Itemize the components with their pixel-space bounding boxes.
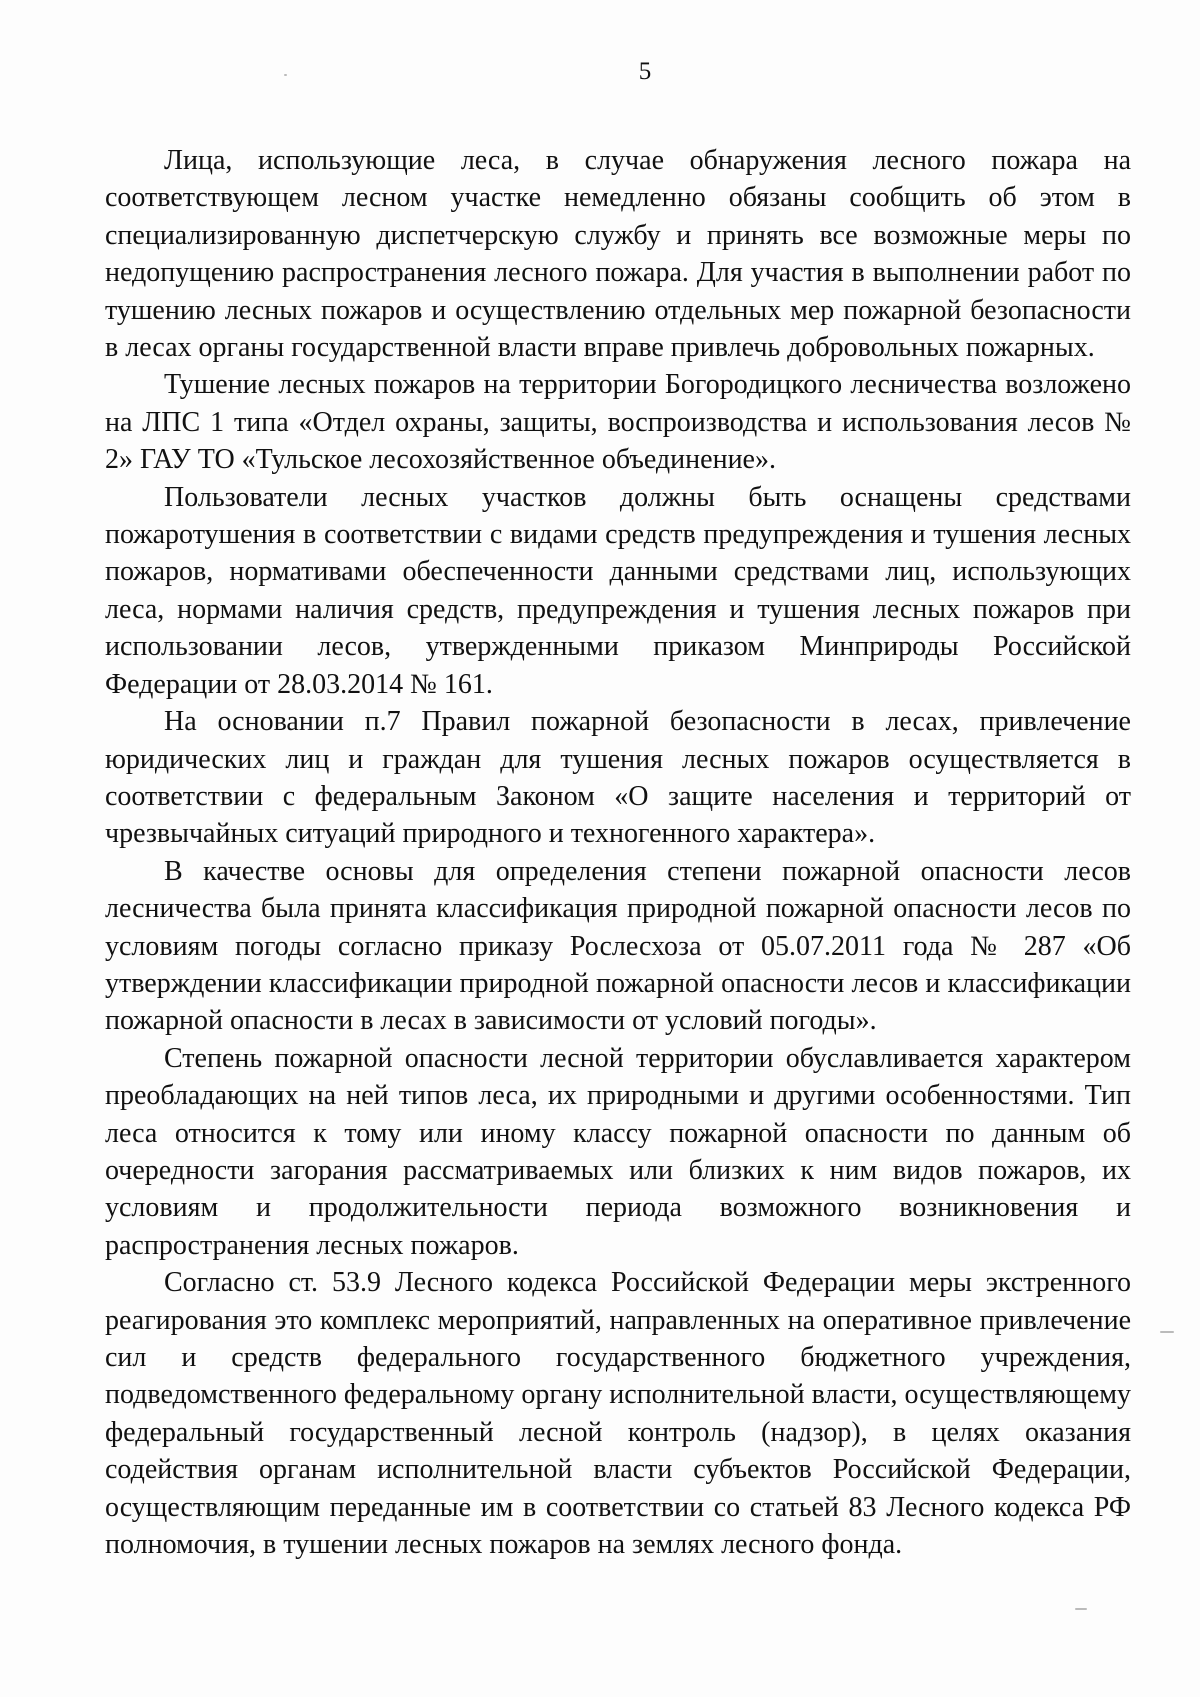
paragraph-legal-basis: На основании п.7 Правил пожарной безопасности в лесах, привлечение юридических лиц и граждан для тушения лесных пожаров осуществляется в соответствии с федеральным Законом «О защите населения и территорий от чрезвычайных ситуаций природного и техногенного характера».: [105, 706, 1131, 850]
page-number: 5: [638, 58, 652, 85]
scan-speck: [1160, 1331, 1174, 1333]
paragraph-emergency-response: Согласно ст. 53.9 Лесного кодекса Российской Федерации меры экстренного реагирования это комплекс мероприятий, направленных на оперативное привлечение сил и средств федерального государственного бюджетного учреждения, подведомственного федеральному органу исполнительной власти, осуществляющему федеральный государственный лесной контроль (надзор), в целях оказания содействия органам исполнительной власти субъектов Российской Федерации, осуществляющим переданные им в соответствии со статьей 83 Лесного кодекса РФ полномочия, в тушении лесных пожаров на землях лесного фонда.: [105, 1267, 1131, 1561]
document-body: [105, 142, 1131, 1563]
scan-speck: [284, 74, 287, 76]
paragraph-danger-degree: Степень пожарной опасности лесной территории обуславливается характером преобладающих на ней типов леса, их природными и другими особенностями. Тип леса относится к тому или иному классу пожарной опасности по данным об очередности загорания рассматриваемых или близких к ним видов пожаров, их условиям и продолжительности периода возможного возникновения и распространения лесных пожаров.: [105, 1042, 1131, 1261]
scan-speck: [1075, 1608, 1087, 1610]
paragraph-forest-users-duties: Лица, использующие леса, в случае обнаружения лесного пожара на соответствующем лесном участке немедленно обязаны сообщить об этом в специализированную диспетчерскую службу и принять все возможные меры по недопущению распространения лесного пожара. Для участия в выполнении работ по тушению лесных пожаров и осуществлению отдельных мер пожарной безопасности в лесах органы государственной власти вправе привлечь добровольных пожарных.: [105, 145, 1131, 364]
paragraph-firefighting-responsibility: Тушение лесных пожаров на территории Богородицкого лесничества возложено на ЛПС 1 типа «Отдел охраны, защиты, воспроизводства и использования лесов № 2» ГАУ ТО «Тульское лесохозяйственное объединение».: [105, 369, 1131, 476]
paragraph-equipment-requirements: Пользователи лесных участков должны быть оснащены средствами пожаротушения в соответствии с видами средств предупреждения и тушения лесных пожаров, нормативами обеспеченности данными средствами лиц, использующих леса, нормами наличия средств, предупреждения и тушения лесных пожаров при использовании лесов, утвержденными приказом Минприроды Российской Федерации от 28.03.2014 № 161.: [105, 481, 1131, 700]
paragraph-danger-classification: В качестве основы для определения степени пожарной опасности лесов лесничества была принята классификация природной пожарной опасности лесов по условиям погоды согласно приказу Рослесхоза от 05.07.2011 года № 287 «Об утверждении классификации природной пожарной опасности лесов и классификации пожарной опасности в лесах в зависимости от условий погоды».: [105, 855, 1131, 1037]
